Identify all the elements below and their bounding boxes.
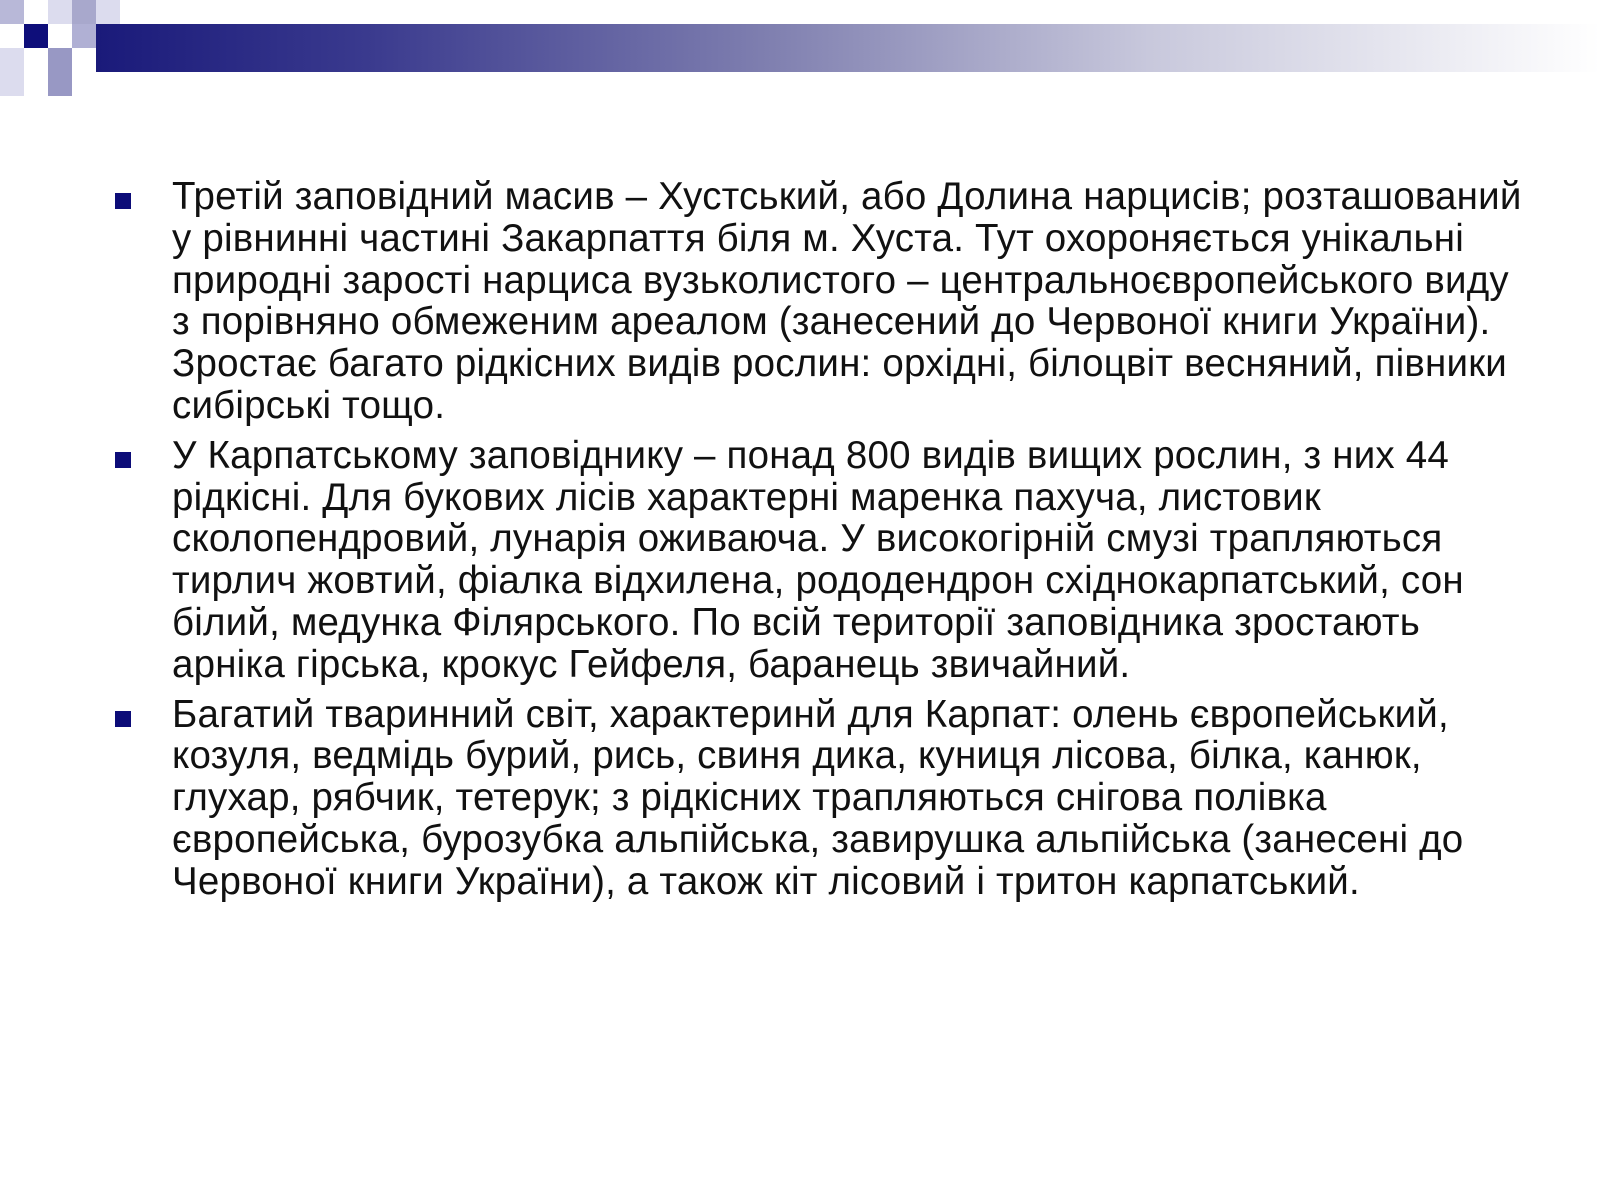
bullet-item [110,176,1530,427]
header-gradient-bar [96,24,1600,72]
header-square [0,0,24,24]
header-square [72,0,96,24]
square-bullet-icon [115,711,131,727]
bullet-text: У Карпатському заповіднику – понад 800 видів вищих рослин, з них 44 рідкісні. Для букових лісів характерні маренка пахуча, листовик сколопендровий, лунарія оживаюча. У високогірній смузі трапляються тирлич жовтий, фіалка відхилена, рододендрон східнокарпатський, сон білий, медунка Філярського. По всій території заповідника зростають арніка гірська, крокус Гейфеля, баранець звичайний. [172,433,1464,686]
header-square [0,48,24,96]
header-square [72,24,96,48]
header-square [48,48,72,96]
slide-body [110,176,1530,911]
square-bullet-icon [115,452,131,468]
bullet-text: Багатий тваринний світ, характеринй для Карпат: олень європейський, козуля, ведмідь бурий, рись, свиня дика, куниця лісова, білка, канюк, глухар, рябчик, тетерук; з рідкісних трапляються снігова полівка європейська, бурозубка альпійська, завирушка альпійська (занесені до Червоної книги України), а також кіт лісовий і тритон карпатський. [172,692,1464,903]
bullet-item [110,694,1530,903]
bullet-item [110,435,1530,686]
square-bullet-icon [115,193,131,209]
bullet-text: Третій заповідний масив – Хустський, або Долина нарцисів; розташований у рівнинні частині Закарпаття біля м. Хуста. Тут охороняється унікальні природні зарості нарциса вузьколистого – центральноєвропейського виду з порівняно обмеженим ареалом (занесений до Червоної книги України). Зростає багато рідкісних видів рослин: орхідні, білоцвіт весняний, півники сибірські тощо. [172,175,1522,427]
header-square [96,0,120,24]
header-square [48,0,72,24]
header-square [24,24,48,48]
